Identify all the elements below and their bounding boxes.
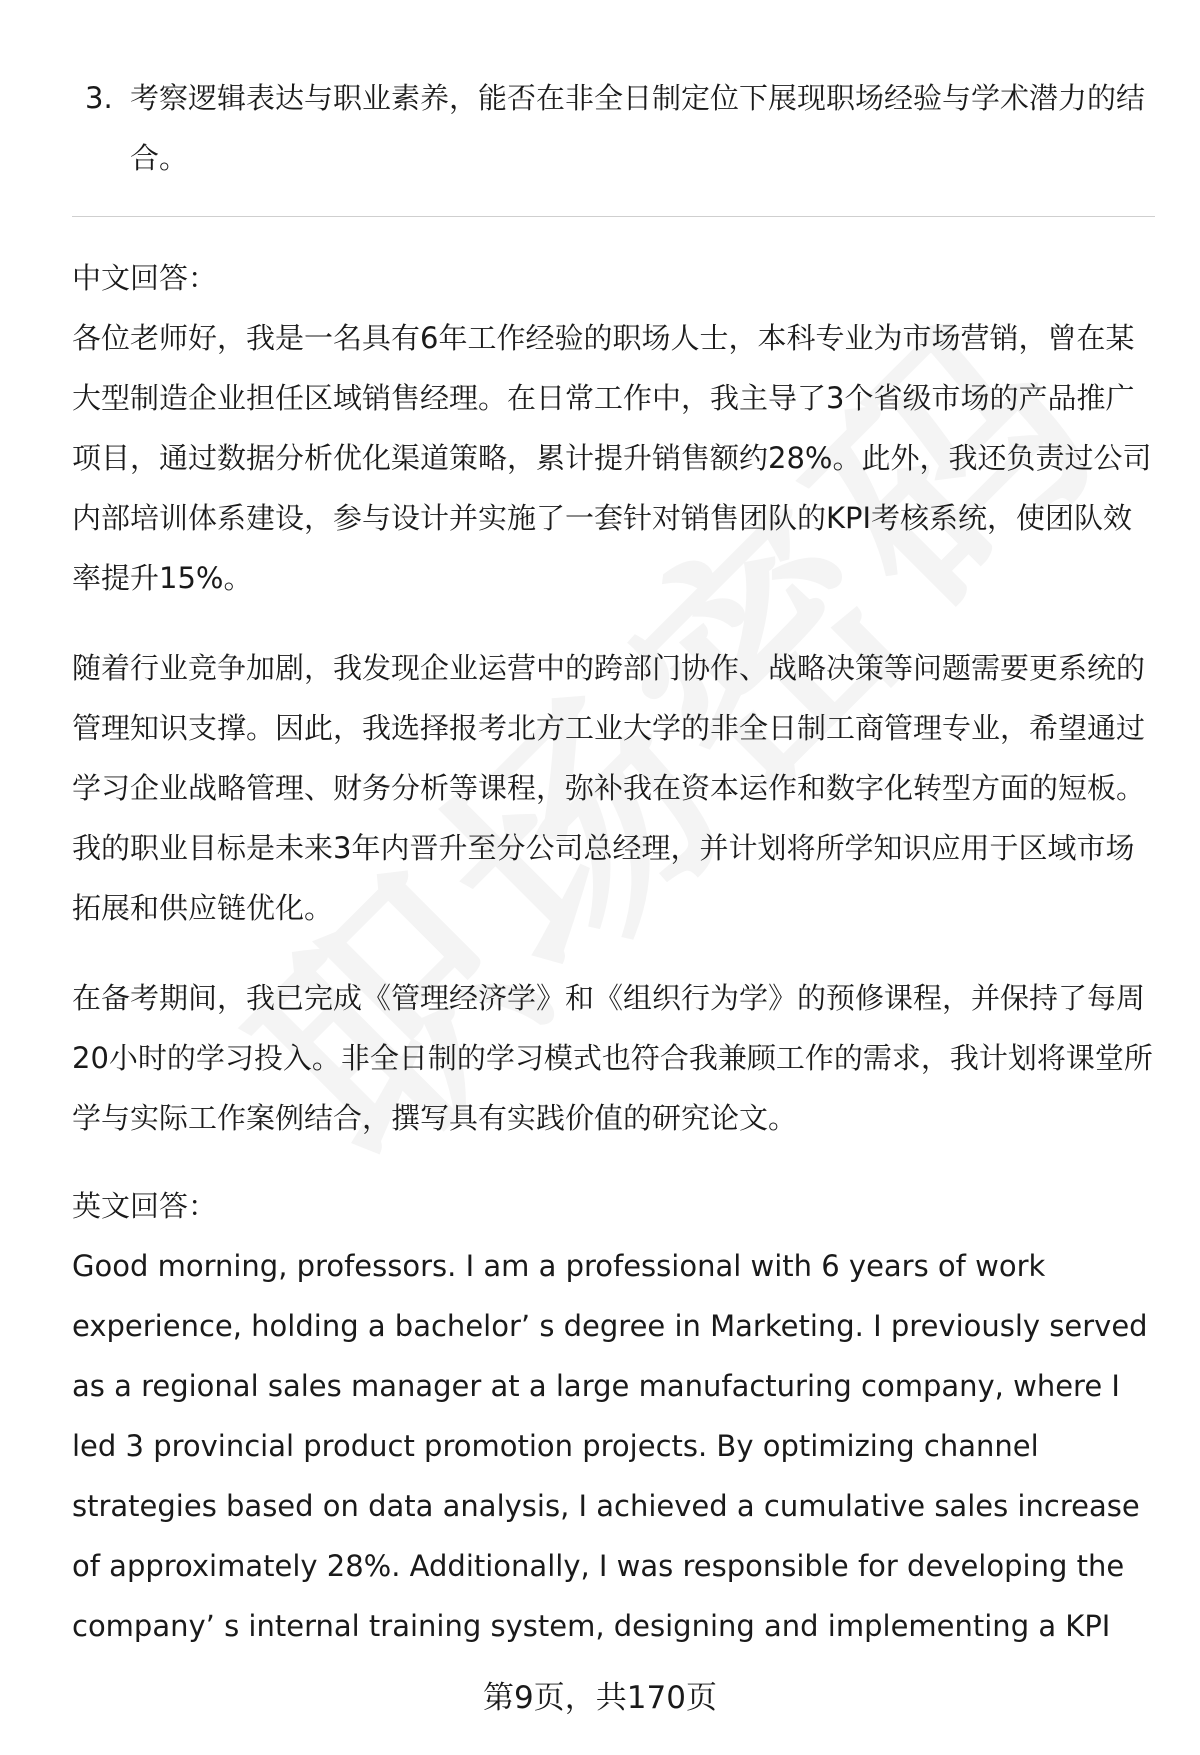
list-number: 3.: [85, 81, 113, 115]
main-content: [72, 248, 1155, 1656]
list-item: [85, 68, 1145, 188]
chinese-paragraph-1: 各位老师好，我是一名具有6年工作经验的职场人士，本科专业为市场营销，曾在某大型制造企业担任区域销售经理。在日常工作中，我主导了3个省级市场的产品推广项目，通过数据分析优化渠道策略，累计提升销售额约28%。此外，我还负责过公司内部培训体系建设，参与设计并实施了一套针对销售团队的KPI考核系统，使团队效率提升15%。: [72, 321, 1152, 595]
chinese-answer-label: 中文回答：: [72, 261, 218, 295]
divider: [72, 216, 1155, 217]
page-footer: 第9页，共170页: [483, 1680, 717, 1716]
english-paragraph: Good morning, professors. I am a professional with 6 years of work experience, holding a bachelor’ s degree in Marketing. I previously served as a regional sales manager at a large manufacturing company, where I led 3 provincial product promotion projects. By optimizing channel strategies based on data analysis, I achieved a cumulative sales increase of approximately 28%. Additionally, I was responsible for developing the company’ s internal training system, designing and implementing a KPI: [72, 1249, 1148, 1643]
list-text: 考察逻辑表达与职业素养，能否在非全日制定位下展现职场经验与学术潜力的结合。: [130, 81, 1146, 175]
chinese-paragraph-3: 在备考期间，我已完成《管理经济学》和《组织行为学》的预修课程，并保持了每周20小时的学习投入。非全日制的学习模式也符合我兼顾工作的需求，我计划将课堂所学与实际工作案例结合，撰写具有实践价值的研究论文。: [72, 981, 1153, 1135]
english-answer-label: 英文回答：: [72, 1189, 218, 1223]
chinese-paragraph-2: 随着行业竞争加剧，我发现企业运营中的跨部门协作、战略决策等问题需要更系统的管理知识支撑。因此，我选择报考北方工业大学的非全日制工商管理专业，希望通过学习企业战略管理、财务分析等课程，弥补我在资本运作和数字化转型方面的短板。我的职业目标是未来3年内晋升至分公司总经理，并计划将所学知识应用于区域市场拓展和供应链优化。: [72, 651, 1146, 925]
